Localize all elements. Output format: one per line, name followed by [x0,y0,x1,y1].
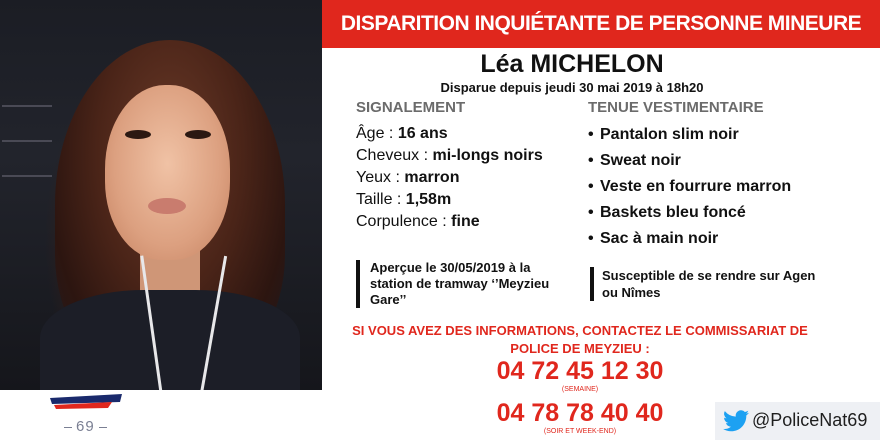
last-seen-note: Aperçue le 30/05/2019 à la station de tramway ‘’Meyzieu Gare’’ [356,260,575,308]
phone-evening-note: (SOIR ET WEEK-END) [543,428,617,435]
phone-weekday-note: (SEMAINE) [561,386,599,393]
signalement-list [356,123,543,233]
phone-weekday[interactable]: 04 72 45 12 30 [496,357,664,385]
signalement-row-build: Corpulence : fine [356,213,480,230]
signalement-heading: SIGNALEMENT [356,99,466,116]
list-item: • Sac à main noir [588,230,719,247]
tenue-heading: TENUE VESTIMENTAIRE [588,99,764,116]
person-name: Léa MICHELON [480,50,664,78]
alert-title: DISPARITION INQUIÉTANTE DE PERSONNE MINEURE [322,0,880,48]
signalement-row-age: Âge : 16 ans [356,125,448,142]
signalement-row-hair: Cheveux : mi-longs noirs [356,147,543,164]
contact-instructions: SI VOUS AVEZ DES INFORMATIONS, CONTACTEZ LE COMMISSARIAT DE POLICE DE MEYZIEU : [352,323,808,356]
department-number: 69 [60,418,111,435]
signalement-row-eyes: Yeux : marron [356,169,460,186]
list-item: • Baskets bleu foncé [588,204,746,221]
signalement-row-height: Taille : 1,58m [356,191,452,208]
phone-evening[interactable]: 04 78 78 40 40 [496,399,664,427]
list-item: • Veste en fourrure marron [588,178,792,195]
missing-since: Disparue depuis jeudi 30 mai 2019 à 18h20 [440,80,704,95]
twitter-bird-icon [723,410,749,432]
twitter-handle[interactable]: @PoliceNat69 [752,410,868,430]
missing-person-photo [0,0,322,390]
list-item: • Sweat noir [588,152,681,169]
list-item: • Pantalon slim noir [588,126,739,143]
tenue-list [588,122,791,252]
destination-note: Susceptible de se rendre sur Agen ou Nîmes [590,267,832,301]
